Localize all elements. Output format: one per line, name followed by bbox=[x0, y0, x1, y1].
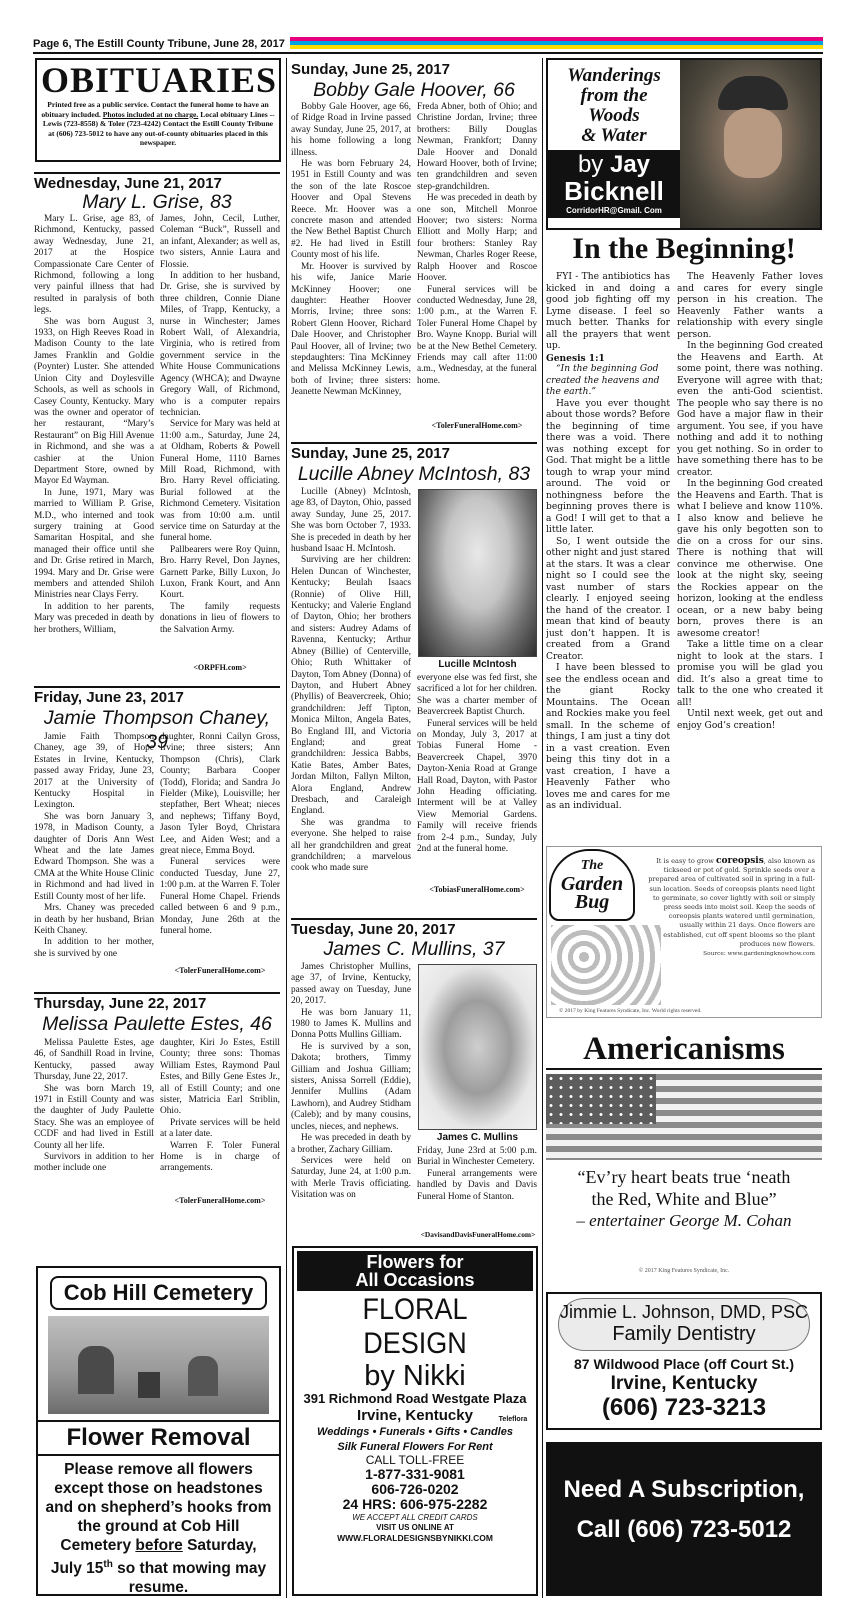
paragraph: Lucille (Abney) McIntosh, age 83, of Dayton, Ohio, passed away Sunday, June 25, 2017. She was born October 7, 1933. She is preceded in death by her husband Isaac H. McIntosh. bbox=[291, 487, 411, 555]
obit-signature: <TolerFuneralHome.com> bbox=[174, 1196, 266, 1205]
paragraph: Until next week, get out and enjoy God’s creation! bbox=[677, 709, 823, 731]
paragraph: He was born January 11, 1980 to James K. Mullins and Donna Potts Mullins Gilliam. bbox=[291, 1007, 411, 1041]
paragraph: Mary L. Grise, age 83, of Richmond, Kentucky, passed away Wednesday, June 21, 2017 at the Hospice Compassionate Care Center of Richmond, following a long very painful illness that had resulted in paralysis of both legs. bbox=[34, 214, 154, 316]
subscription-line-2: Call (606) 723-5012 bbox=[576, 1516, 792, 1543]
obit-date: Thursday, June 22, 2017 bbox=[34, 992, 280, 1013]
florist-name-2: by Nikki bbox=[364, 1360, 466, 1392]
paragraph: I have been blessed to see the endless ocean and the giant Rocky Mountains. The Ocean and Rockies make you feel small. In the scheme of things, I am just a tiny dot in a vast creation. Even being this tiny dot in a vast creation, I have a Heavenly Father who loves me and cares for me as an individual. bbox=[546, 663, 670, 811]
obit-name: James C. Mullins, 37 bbox=[323, 938, 505, 960]
mcintosh-photo bbox=[418, 489, 537, 657]
florist-services: Weddings • Funerals • Gifts • Candles bbox=[317, 1426, 513, 1438]
obituaries-note: Printed free as a public service. Contact the funeral home to have an obituary included. Photos included at no charge. Local obituary Lines -- Lewis (723-8558) & Toler (723-4242) Contact the Estill County Tribune at (606) 723-5012 to have any out-of-county obituaries placed in this newspaper. bbox=[41, 100, 275, 148]
header-rule bbox=[33, 52, 823, 54]
paragraph: Funeral services were conducted Tuesday, June 27, 1:00 p.m. at the Warren F. Toler Funeral Home Chapel. Friends called between 6 and 9 p.m., Monday, June 26th at the funeral home. bbox=[160, 857, 280, 936]
obit-date: Tuesday, June 20, 2017 bbox=[291, 918, 537, 939]
obit-text-col bbox=[34, 1038, 154, 1210]
obit-signature: <DavisandDavisFuneralHome.com> bbox=[420, 1230, 536, 1239]
paragraph: Funeral services will be conducted Wednesday, June 28, 1:00 p.m., at the Warren F. Toler Funeral Home Chapel by Bro. Wayne Knopp. Burial will be at the New Bethel Cemetery. Friends may call after 11:00 a.m., Wednesday, at the funeral home. bbox=[417, 284, 537, 386]
paragraph: Have you ever thought about those words? Before the beginning of time there was a void. There was nothing except for God. That might be a little tough to wrap your mind around. The void or nothingness before the beginning proves there is a God! I will get to that a little later. bbox=[546, 398, 670, 535]
obit-signature: <ORPFH.com> bbox=[193, 663, 247, 672]
column-text-col bbox=[677, 272, 823, 832]
column-headline: In the Beginning! bbox=[572, 232, 796, 265]
paragraph: She was born March 19, 1971 in Estill County and was the daughter of Judy Paulette Stacy. She was an employee of CCDF and had lived in Estill County all her life. bbox=[34, 1083, 154, 1151]
americanisms-quote: “Ev’ry heart beats true ‘neath the Red, White and Blue” bbox=[577, 1167, 791, 1209]
obit-text-col bbox=[34, 732, 154, 982]
column-author-last: Bicknell bbox=[564, 176, 664, 206]
obit-name: Mary L. Grise, 83 bbox=[82, 191, 232, 213]
dentist-name: Jimmie L. Johnson, DMD, PSC bbox=[559, 1302, 809, 1322]
column-email[interactable]: CorridorHR@Gmail. Com bbox=[566, 206, 662, 215]
obit-name: Bobby Gale Hoover, 66 bbox=[313, 79, 515, 101]
dentist-practice: Family Dentistry bbox=[612, 1323, 756, 1345]
paragraph: He is survived by a son, Dakota; brothers, Timmy Gilliam and Joshua Gilliam; sisters, Anissa Sorrell (Eddie), Jennifer Mullins (Adam Lawhorn), and Audrey Stidham (Caleb); and by many cousins, uncles, nieces, and nephews. bbox=[291, 1041, 411, 1132]
paragraph: Pallbearers were Roy Quinn, Bro. Harry Revel, Don Jaynes, Garnett Parke, Billy Luxon, Jo Luxon, Frank Kourt, and Ann Kourt. bbox=[160, 544, 280, 601]
obit-signature: <TobiasFuneralHome.com> bbox=[429, 885, 525, 894]
column-text-col bbox=[546, 272, 670, 832]
garden-bug-box bbox=[546, 846, 822, 1018]
paragraph: Jamie Faith Thompson Chaney, age 39, of Hope Estates in Irvine, Kentucky, passed away Friday, June 23, 2017 at the University of Kentucky Hospital in Lexington. bbox=[34, 732, 154, 811]
column-title-line: from the bbox=[580, 85, 648, 106]
paragraph: FYI - The antibiotics has kicked in and doing a good job fighting off my Lyme disease. I feel so much better. Thanks for all the prayers that went up. bbox=[546, 272, 670, 351]
column-divider bbox=[542, 58, 543, 1598]
paragraph: She was grandma to everyone. She helped to raise all her grandchildren and great grandchildren; a marvelous cook who made sure bbox=[291, 817, 411, 874]
florist-hours: 24 HRS: 606-975-2282 bbox=[342, 1496, 488, 1512]
americanisms-credit: © 2017 King Features Syndicate, Inc. bbox=[638, 1268, 730, 1274]
paragraph: In addition to her mother, she is survived by one bbox=[34, 937, 154, 959]
obit-name: Melissa Paulette Estes, 46 bbox=[42, 1013, 272, 1035]
verse-text: “In the beginning God created the heavens and the earth.” bbox=[546, 364, 660, 397]
obit-text-col bbox=[291, 487, 411, 919]
photo-caption: Lucille McIntosh bbox=[438, 659, 517, 670]
florist-url[interactable]: WWW.FLORALDESIGNSBYNIKKI.COM bbox=[337, 1533, 493, 1543]
page-header: Page 6, The Estill County Tribune, June 28, 2017 bbox=[33, 38, 285, 50]
paragraph: Melissa Paulette Estes, age 46, of Sandhill Road in Irvine, Kentucky, passed away Thursday, June 22, 2017. bbox=[34, 1038, 154, 1083]
obit-name: Jamie Thompson Chaney, 39 bbox=[43, 707, 271, 753]
obit-text-col bbox=[291, 102, 411, 434]
paragraph: Service for Mary was held at 11:00 a.m., Saturday, June 24, at Oldham, Roberts & Powell Funeral Home, 1110 Barnes Mill Road, Richmond, with Bro. Harry Revel officiating. Burial followed at the Richmond Cemetery. Visitation was from 10:00 a.m. until service time on Saturday at the funeral home. bbox=[160, 419, 280, 544]
americanisms-box bbox=[546, 1030, 822, 1278]
paragraph: She was born August 3, 1933, on High Reeves Road in Madison County to the late James Franklin and Goldie (Poynter) Luster. She attended Union City and Doylesville Schools, as well as schools in Casey County, Kentucky. Mary was the owner and operator of her restaurant, “Mary’s Restaurant” on Big Hill Avenue in Richmond, and she was a cashier at the Union Department Store, owned by Mayor Ed Wayman. bbox=[34, 316, 154, 487]
florist-call: CALL TOLL-FREE bbox=[365, 1453, 465, 1467]
americanisms-title: Americanisms bbox=[546, 1030, 822, 1070]
garden-bug-text: It is easy to grow coreopsis, also known as tickseed or pot of gold. Sprinkle seeds over a prepared area of cultivated soil in spring in a full-sun location. Seeds of coreopsis plants need light to germinate, so cover lightly with soil or simply press seeds into moist soil. Keep the seeds of coreopsis plants watered until germination, usually within 21 days. Once flowers are established, cut off spent blooms so the plant produces new flowers. Source: www.gardeningknowhow.com bbox=[648, 856, 815, 958]
paragraph: everyone else was fed first, she sacrificed a lot for her children. She was a charter member of Beavercreek Baptist Church. bbox=[417, 673, 537, 718]
subscription-line-1: Need A Subscription, bbox=[563, 1476, 805, 1503]
paragraph: She was born January 3, 1978, in Madison County, a daughter of Doris Ann West Wheat and the late James Edward Thompson. She was a CMA at the White House Clinic in Richmond and had lived in Estill County most of her life. bbox=[34, 811, 154, 902]
paragraph: So, I went outside the other night and just stared at the stars. It was a clear night so I could see the vast number of stars clearly. I enjoyed seeing the hand of the creator. I mean that kind of beauty just don’t happen. It is created from a Grand Creator. bbox=[546, 536, 670, 662]
paragraph: He was preceded in death by a brother, Zachary Gilliam. bbox=[291, 1133, 411, 1155]
florist-flowers-2: All Occasions bbox=[355, 1270, 475, 1290]
flag-art bbox=[546, 1074, 822, 1160]
paragraph: Funeral services will be held on Monday, July 3, 2017 at Tobias Funeral Home - Beavercreek Chapel, 3970 Dayton-Xenia Road at Grange Hall Road, Dayton, with Pastor John Heading officiating. Interment will be at Valley View Memorial Gardens. Family will receive friends from 2-4 p.m., Sunday, July 2nd at the funeral home. bbox=[417, 718, 537, 855]
florist-city: Irvine, Kentucky bbox=[357, 1407, 473, 1424]
paragraph: Surviving are her children: Helen Duncan of Winchester, Kentucky; Beulah Isaacs (Ronnie) of Olive Hill, Kentucky; and Valerie England of Dayton, Ohio; her brothers and sisters: Audrey Adams of Ravenna, Kentucky; Arthur Abney (Billie) of Centerville, Ohio; Ruth Whittaker of Dayton, Tom Abney (Donna) of Dayton, and Hubert Abney (Phyllis) of Beavercreek, Ohio; grandchildren: Jeff Tipton, Monica Milton, Angela Bates, Bo England III, and Victoria England; and great grandchildren: Jessica Babbs, Katie Bates, Amber Bates, Jordan Milton, Fallyn Milton, Alora England, Andrew Dresbach, and Caraleigh England. bbox=[291, 555, 411, 817]
cemetery-title: Cob Hill Cemetery bbox=[50, 1276, 267, 1310]
dentist-city: Irvine, Kentucky bbox=[610, 1373, 758, 1394]
obit-text-col bbox=[417, 1146, 537, 1230]
paragraph: In addition to her parents, Mary was preceded in death by her brothers, William, bbox=[34, 601, 154, 635]
paragraph: In June, 1971, Mary was married to William P. Grise, M.D., who interned and took surgery training at Good Samaritan Hospital, and she managed their office until she and Dr. Grise retired in March, 1994. Mary and Dr. Grise were members and attended Shiloh Ministries near Clays Ferry. bbox=[34, 487, 154, 601]
photo-caption: James C. Mullins bbox=[436, 1132, 519, 1143]
obit-date: Wednesday, June 21, 2017 bbox=[34, 172, 280, 193]
florist-silk: Silk Funeral Flowers For Rent bbox=[337, 1441, 493, 1453]
paragraph: Mrs. Chaney was preceded in death by her husband, Brian Keith Chaney. bbox=[34, 903, 154, 936]
garden-bug-logo: The Garden Bug bbox=[549, 849, 635, 921]
florist-local: 606-726-0202 bbox=[371, 1481, 459, 1497]
paragraph: Services were held on Saturday, June 24, at 1:00 p.m. with Merle Travis officiating. Visitation was on bbox=[291, 1155, 411, 1201]
obituaries-title: OBITUARIES bbox=[41, 60, 278, 100]
florist-ad bbox=[292, 1246, 538, 1596]
paragraph: In the beginning God created the Heavens and Earth. That is what I believe and know 110%. I also know and believe he gave his only begotten son to die on a cross for our sins. There is nothing that will convince me otherwise. One look at the night sky, seeing the Rockies appear on the horizon, looking at the endless ocean, or a new baby being born, proves there is an awesome creator! bbox=[677, 479, 823, 639]
column-title-line: & Water bbox=[581, 125, 647, 146]
cemetery-ad bbox=[36, 1266, 281, 1596]
florist-tollfree: 1-877-331-9081 bbox=[365, 1466, 465, 1482]
paragraph: daughter, Ronni Cailyn Gross, Irvine; three sisters; Ann Thompson (Chris), Clark County; Barbara Cooper (Todd), Florida; and Sandra Jo Fielder (Mike), Louisville; her stepfather, Bert Wheat; nieces and nephews; Tiffany Boyd, Jason Tyler Boyd, Christara Lee, and Aiden West; and a great niece, Emma Boyd. bbox=[160, 732, 280, 857]
flower-removal-heading: Flower Removal bbox=[38, 1420, 279, 1456]
paragraph: Take a little time on a clear night to look at the stars. I promise you will be glad you did. It’s also a great time to talk to the one who created it all! bbox=[677, 640, 823, 708]
paragraph: daughter, Kiri Jo Estes, Estill County; three sons: Thomas William Estes, Raymond Paul Estes, and Billy Gene Estes Jr., all of Estill County; and one sister, Matricia Earl Striblin, Ohio. bbox=[160, 1038, 280, 1117]
column-title-line: Woods bbox=[588, 105, 640, 126]
column-author-first: Jay bbox=[609, 151, 651, 178]
dentist-ad bbox=[546, 1292, 822, 1430]
paragraph: Mr. Hoover is survived by his wife, Janice Marie McKinney Hoover; one daughter: Heather Hoover Morris, Irvine; three sons: Robert Glenn Hoover, Richard Dale Hoover, and Christopher Paul Hoover, all of Irvine; two stepdaughters: Tina McKinney and Melissa McKinney Lewis, both of Irvine; three sisters: Jeanette Newman McKinney, bbox=[291, 261, 411, 398]
obit-text-col bbox=[291, 962, 411, 1248]
obit-text-col bbox=[160, 1038, 280, 1198]
obit-date: Friday, June 23, 2017 bbox=[34, 686, 280, 707]
florist-visit: VISIT US ONLINE AT bbox=[376, 1523, 454, 1532]
paragraph: He was preceded in death by one son, Mitchell Monroe Hoover; two sisters: Norma Elliott and Molly Harp; and four brothers: Stanley Ray Newman, Charles Roger Reese, Ralph Hoover and Roscoe Hoover. bbox=[417, 193, 537, 284]
paragraph: The family requests donations in lieu of flowers to the Salvation Army. bbox=[160, 601, 280, 635]
obit-text-col bbox=[34, 214, 154, 672]
florist-address: 391 Richmond Road Westgate Plaza bbox=[303, 1391, 527, 1406]
cemetery-photo bbox=[48, 1316, 269, 1414]
obit-date: Sunday, June 25, 2017 bbox=[291, 61, 450, 78]
obit-text-col bbox=[160, 732, 280, 970]
obit-signature: <TolerFuneralHome.com> bbox=[174, 966, 266, 975]
paragraph: In the beginning God created the Heavens and Earth. At some point, there was nothing. Everyone will agree with that; even the anti-God scientist. The people who say there is no God have a major flaw in their argument. You see, if you have nothing and add it to nothing you get nothing. So in order to have something there has to be creator. bbox=[677, 341, 823, 478]
obit-text-col bbox=[417, 102, 537, 420]
paragraph: Friday, June 23rd at 5:00 p.m. Burial in Winchester Cemetery. bbox=[417, 1146, 537, 1168]
obit-name: Lucille Abney McIntosh, 83 bbox=[297, 463, 531, 485]
column-by: by bbox=[577, 151, 604, 178]
header-color-stripes bbox=[290, 37, 823, 49]
column-banner bbox=[546, 58, 822, 230]
verse-reference: Genesis 1:1 bbox=[546, 352, 605, 364]
flower-removal-text: Please remove all flowers except those on headstones and on shepherd’s hooks from the ground at Cob Hill Cemetery before Saturday, July 15th so that mowing may resume. bbox=[45, 1461, 272, 1597]
obit-date: Sunday, June 25, 2017 bbox=[291, 442, 537, 463]
dentist-address: 87 Wildwood Place (off Court St.) bbox=[574, 1356, 794, 1372]
paragraph: James Christopher Mullins, age 37, of Irvine, Kentucky, passed away on Tuesday, June 20, 2017. bbox=[291, 962, 411, 1007]
florist-flowers-1: Flowers for bbox=[366, 1252, 464, 1272]
teleflora-logo: Teleflora bbox=[498, 1416, 528, 1423]
obit-signature: <TolerFuneralHome.com> bbox=[431, 421, 523, 430]
author-photo bbox=[680, 60, 822, 230]
paragraph: The Heavenly Father loves and cares for every single person in his creation. The Heavenly Father wants a relationship with every single person. bbox=[677, 272, 823, 340]
subscription-ad[interactable] bbox=[546, 1442, 822, 1596]
obit-text-col bbox=[417, 673, 537, 885]
dentist-phone: (606) 723-3213 bbox=[601, 1394, 767, 1421]
obituaries-box bbox=[35, 58, 281, 162]
mullins-photo bbox=[418, 964, 537, 1130]
paragraph: Private services will be held at a later date. bbox=[160, 1117, 280, 1140]
florist-cards: WE ACCEPT ALL CREDIT CARDS bbox=[352, 1513, 478, 1522]
paragraph: In addition to her husband, Dr. Grise, she is survived by three children, Connie Diane Miles, of Trapp, Kentucky, a nurse in Winchester; James Robert Wall, of Alexandria, Virginia, who is retired from government service in the White House Communications Agency (WHCA); and Dwayne Gregory Wall, of Richmond, who is a computer repairs technician. bbox=[160, 271, 280, 418]
paragraph: Freda Abner, both of Ohio; and Christine Jordan, Irvine; three brothers: Billy Douglas Newman, Frankfort; Danny Dale Hoover and Donald Howard Hoover, both of Irvine; ten grandchildren and seven step-grandchildren. bbox=[417, 102, 537, 192]
paragraph: Bobby Gale Hoover, age 66, of Ridge Road in Irvine passed away Sunday, June 25, 2017, at his home following a long illness. bbox=[291, 102, 411, 158]
obit-text-col bbox=[160, 214, 280, 666]
column-divider bbox=[286, 58, 287, 1598]
paragraph: Warren F. Toler Funeral Home is in charge of arrangements. bbox=[160, 1140, 280, 1174]
garden-credit: © 2017 by King Features Syndicate, Inc. World rights reserved. bbox=[559, 1008, 702, 1014]
paragraph: Survivors in addition to her mother include one bbox=[34, 1152, 154, 1174]
americanisms-attribution: – entertainer George M. Cohan bbox=[576, 1211, 792, 1230]
paragraph: Funeral arrangements were handled by Davis and Davis Funeral Home of Stanton. bbox=[417, 1168, 537, 1202]
column-title-line: Wanderings bbox=[567, 65, 661, 86]
paragraph: James, John, Cecil, Luther, Coleman “Buck”, Russell and an infant, Alexander; as well as, two sisters, Annie Laura and Flossie. bbox=[160, 214, 280, 270]
paragraph: He was born February 24, 1951 in Estill County and was the son of the late Roscoe Hoover and Opal Stevens Reece. Mr. Hoover was a concrete mason and attended the New Bethel Baptist Church #2. He had lived in Estill County most of his life. bbox=[291, 159, 411, 261]
florist-name-1: FLORAL DESIGN bbox=[362, 1293, 468, 1360]
